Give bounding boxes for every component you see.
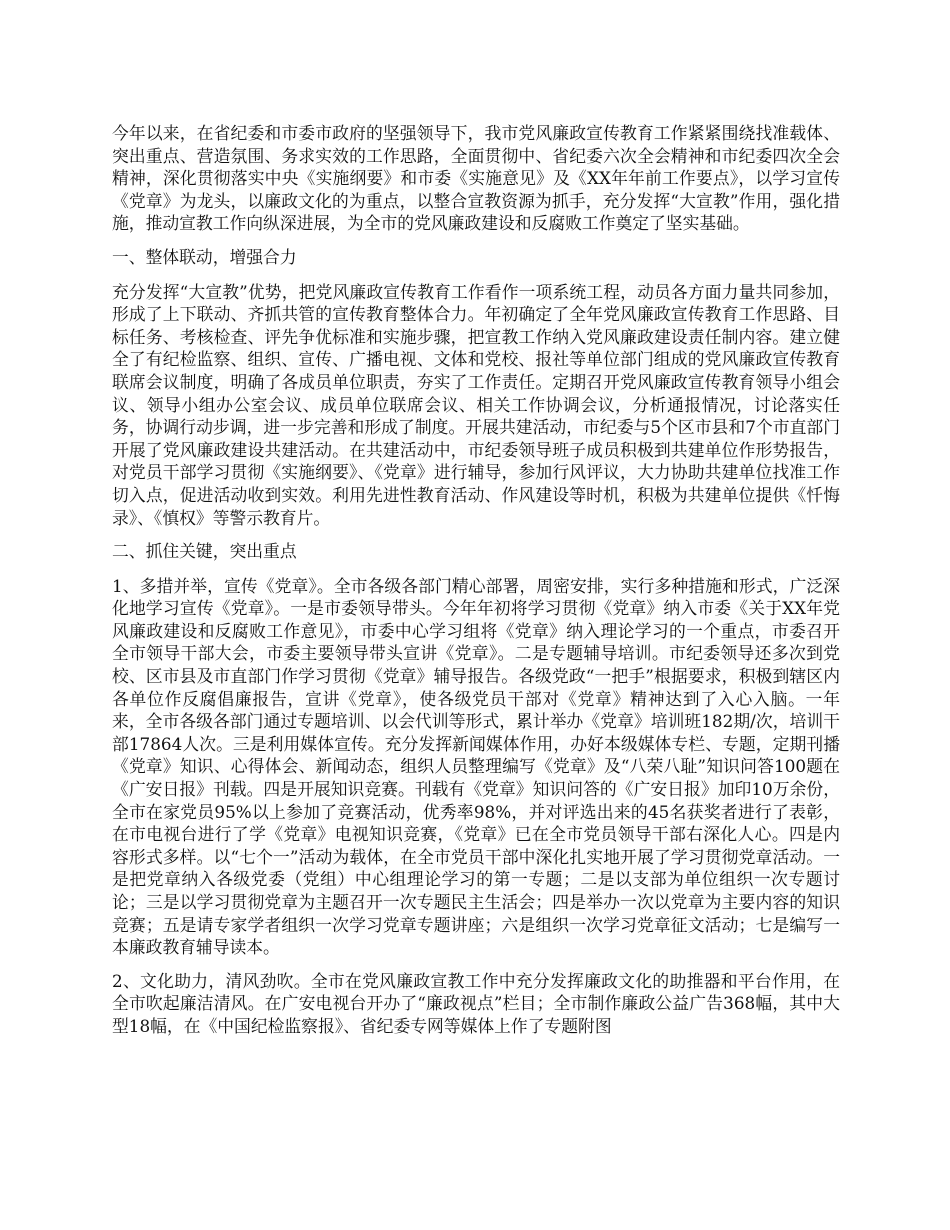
section-2-item-2-paragraph: 2、文化助力，清风劲吹。全市在党风廉政宣教工作中充分发挥廉政文化的助推器和平台作用，在全市吹起廉洁清风。在广安电视台开办了“廉政视点”栏目；全市制作廉政公益广告368幅，其中大型18幅，在《中国纪检监察报》、省纪委专网等媒体上作了专题附图	[112, 970, 840, 1036]
intro-paragraph: 今年以来，在省纪委和市委市政府的坚强领导下，我市党风廉政宣传教育工作紧紧围绕找准载体、突出重点、营造氛围、务求实效的工作思路，全面贯彻中、省纪委六次全会精神和市纪委四次全会精神，深化贯彻落实中央《实施纲要》和市委《实施意见》及《XX年年前工作要点》，以学习宣传《党章》为龙头，以廉政文化的为重点，以整合宣教资源为抓手，充分发挥“大宣教”作用，强化措施，推动宣教工作向纵深进展，为全市的党风廉政建设和反腐败工作奠定了坚实基础。	[112, 123, 840, 234]
section-1-paragraph: 充分发挥“大宣教”优势，把党风廉政宣传教育工作看作一项系统工程，动员各方面力量共同参加，形成了上下联动、齐抓共管的宣传教育整体合力。年初确定了全年党风廉政宣传教育工作思路、目标任务、考核检查、评先争优标准和实施步骤，把宣教工作纳入党风廉政建设责任制内容。建立健全了有纪检监察、组织、宣传、广播电视、文体和党校、报社等单位部门组成的党风廉政宣传教育联席会议制度，明确了各成员单位职责，夯实了工作责任。定期召开党风廉政宣传教育领导小组会议、领导小组办公室会议、成员单位联席会议、相关工作协调会议，分析通报情况，讨论落实任务，协调行动步调，进一步完善和形成了制度。开展共建活动，市纪委与5个区市县和7个市直部门开展了党风廉政建设共建活动。在共建活动中，市纪委领导班子成员积极到共建单位作形势报告，对党员干部学习贯彻《实施纲要》、《党章》进行辅导，参加行风评议，大力协助共建单位找准工作切入点，促进活动收到实效。利用先进性教育活动、作风建设等时机，积极为共建单位提供《忏悔录》、《慎权》等警示教育片。	[112, 281, 840, 528]
document-body	[112, 122, 840, 1049]
section-heading-2: 二、抓住关键，突出重点	[112, 541, 297, 562]
section-heading-1: 一、整体联动，增强合力	[112, 246, 297, 267]
section-2-item-1-paragraph: 1、多措并举，宣传《党章》。全市各级各部门精心部署，周密安排，实行多种措施和形式，广泛深化地学习宣传《党章》。一是市委领导带头。今年年初将学习贯彻《党章》纳入市委《关于XX年党风廉政建设和反腐败工作意见》，市委中心学习组将《党章》纳入理论学习的一个重点，市委召开全市领导干部大会，市委主要领导带头宣讲《党章》。二是专题辅导培训。市纪委领导还多次到党校、区市县及市直部门作学习贯彻《党章》辅导报告。各级党政“一把手”根据要求，积极到辖区内各单位作反腐倡廉报告，宣讲《党章》，使各级党员干部对《党章》精神达到了入心入脑。一年来，全市各级各部门通过专题培训、以会代训等形式，累计举办《党章》培训班182期/次，培训干部17864人次。三是利用媒体宣传。充分发挥新闻媒体作用，办好本级媒体专栏、专题，定期刊播《党章》知识、心得体会、新闻动态，组织人员整理编写《党章》及“八荣八耻”知识问答100题在《广安日报》刊载。四是开展知识竞赛。刊载有《党章》知识问答的《广安日报》加印10万余份，全市在家党员95%以上参加了竞赛活动，优秀率98%，并对评选出来的45名获奖者进行了表彰，在市电视台进行了学《党章》电视知识竞赛，《党章》已在全市党员领导干部右深化人心。四是内容形式多样。以“七个一”活动为载体，在全市党员干部中深化扎实地开展了学习贯彻党章活动。一是把党章纳入各级党委（党组）中心组理论学习的第一专题；二是以支部为单位组织一次专题讨论；三是以学习贯彻党章为主题召开一次专题民主生活会；四是举办一次以党章为主要内容的知识竞赛；五是请专家学者组织一次学习党章专题讲座；六是组织一次学习党章征文活动；七是编写一本廉政教育辅导读本。	[112, 575, 840, 958]
